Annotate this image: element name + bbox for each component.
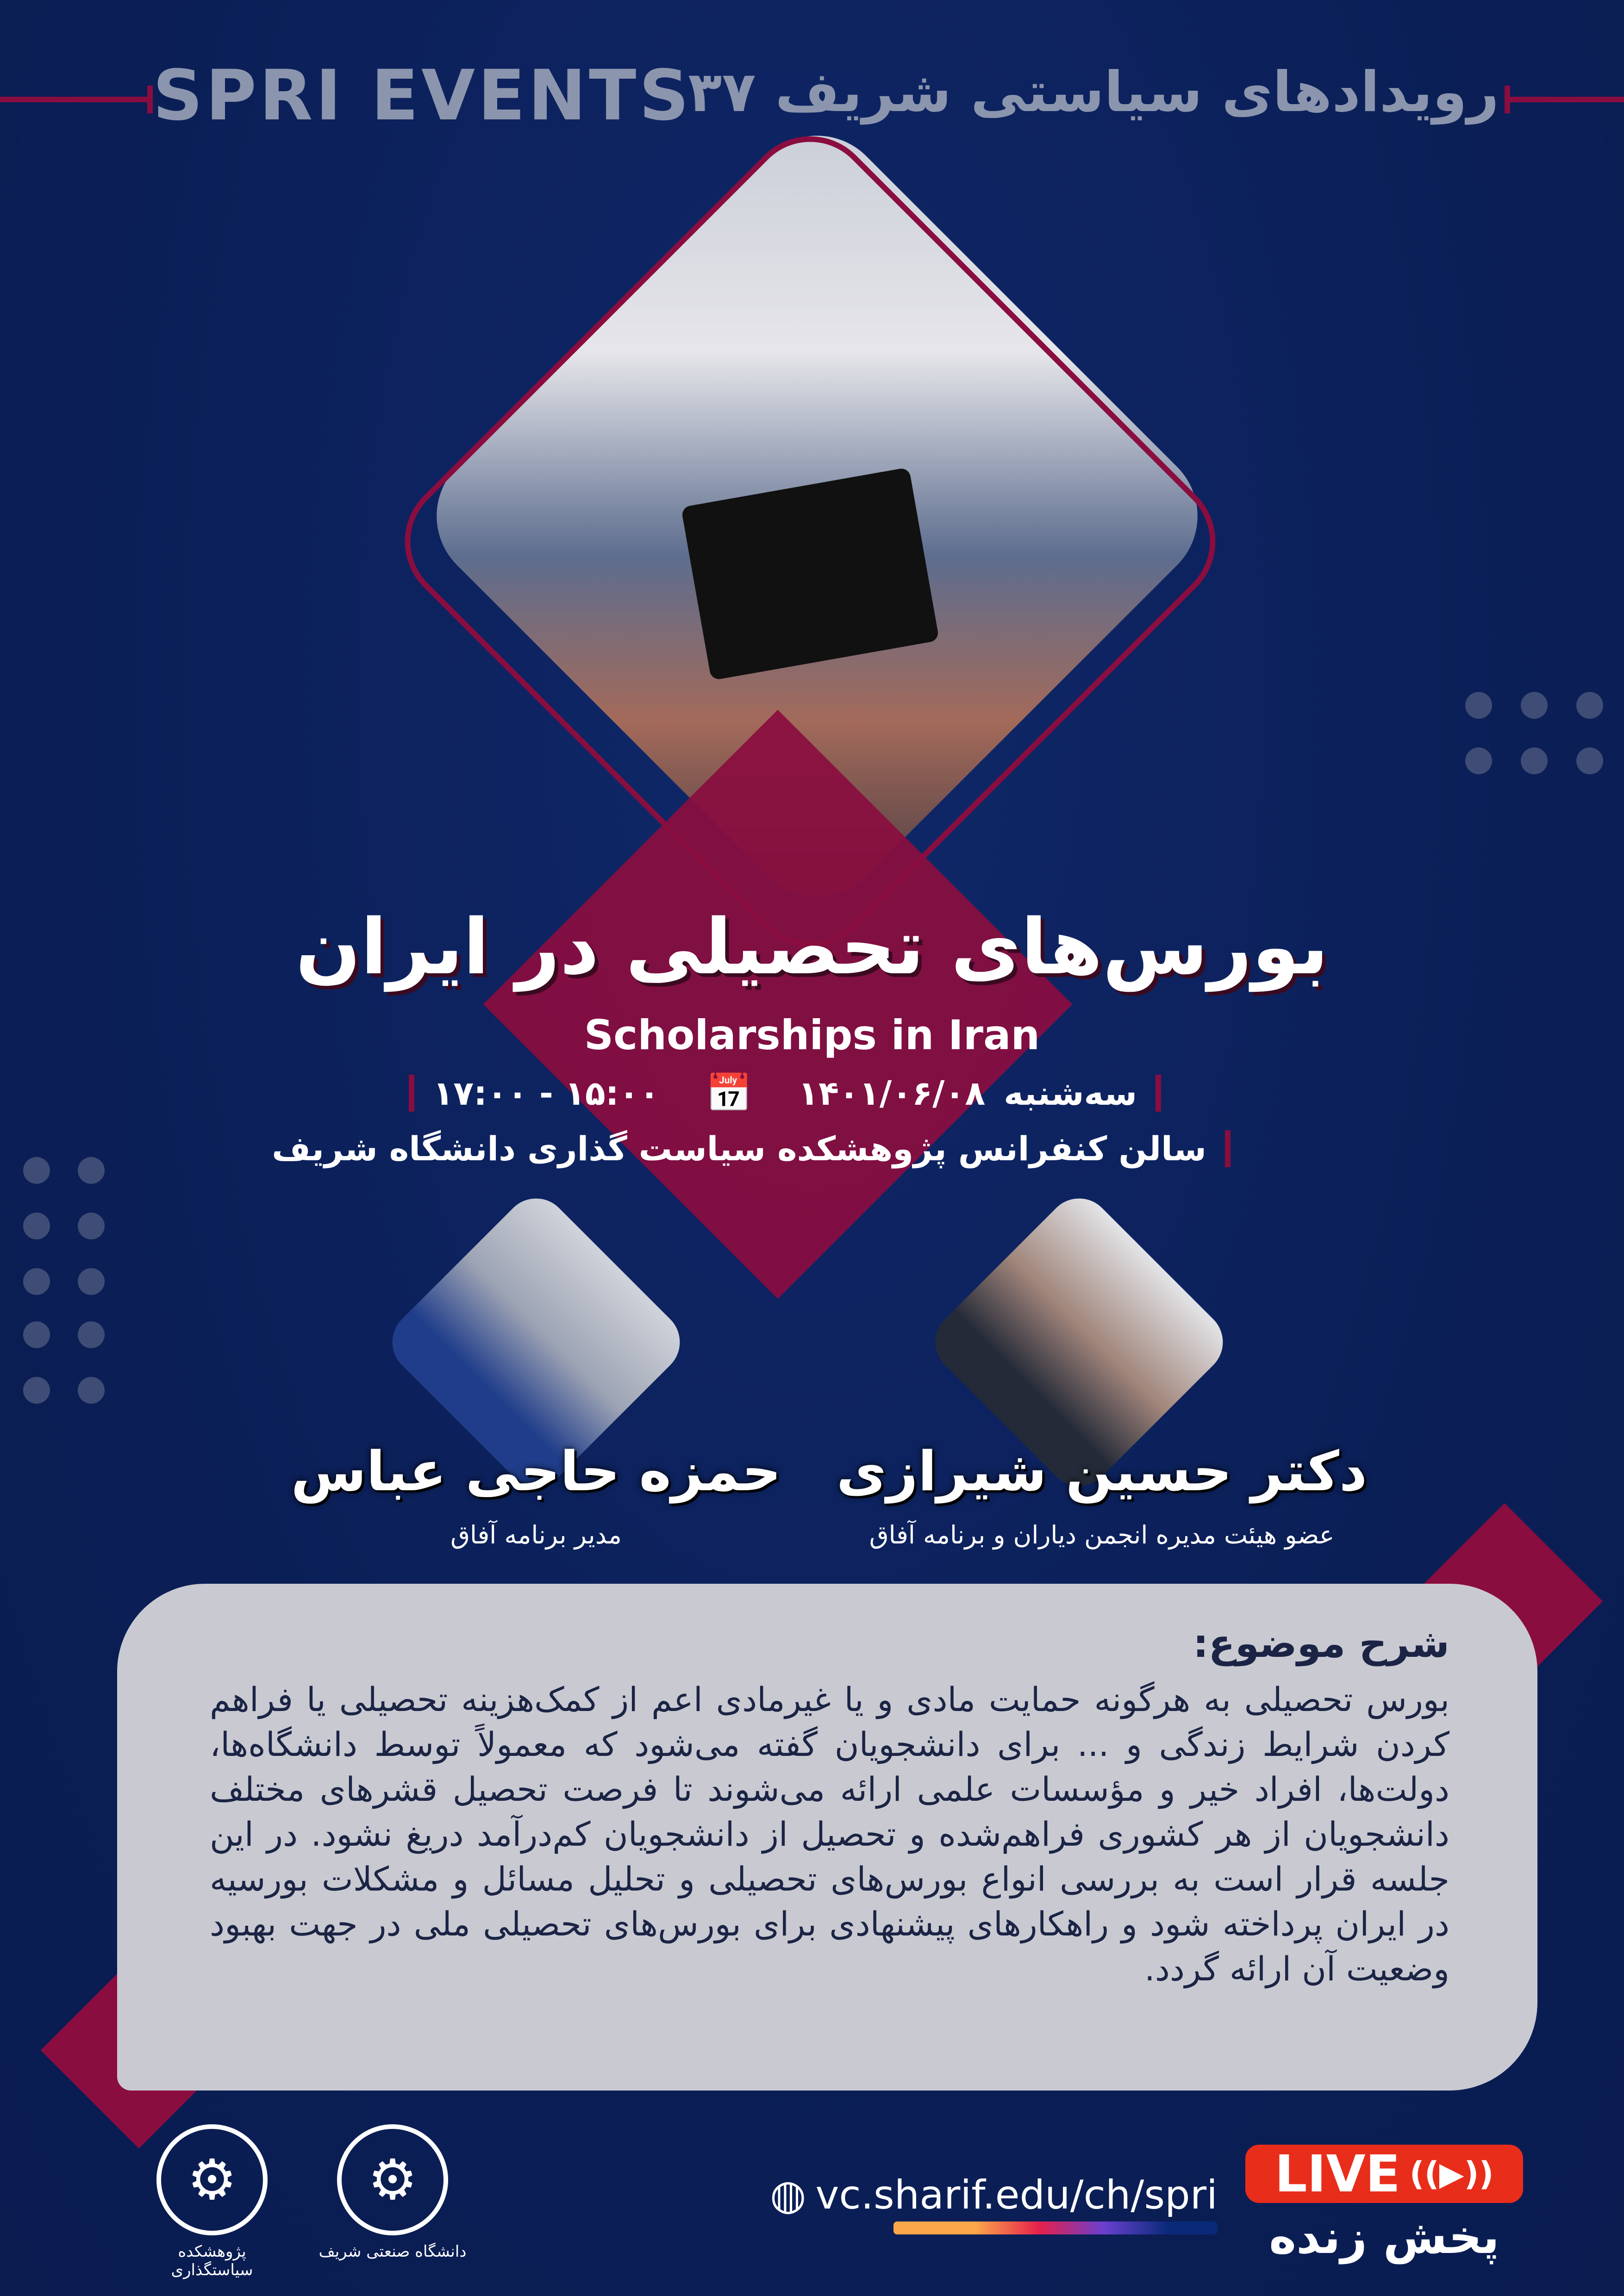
live-broadcast-label: پخش زنده <box>1269 2210 1499 2264</box>
calendar-clock-icon: 📅 <box>706 1071 752 1114</box>
sharif-logo-caption: دانشگاه صنعتی شریف <box>319 2242 467 2261</box>
header-line-left <box>0 97 148 102</box>
divider <box>409 1075 414 1112</box>
event-subtitle: Scholarships in Iran <box>584 1011 1040 1059</box>
event-day: سه‌شنبه <box>1004 1074 1137 1113</box>
gradient-underline <box>893 2221 1218 2234</box>
series-title: رویدادهای سیاستی شریف ۳۷ <box>688 60 1499 124</box>
live-label: LIVE <box>1274 2144 1400 2203</box>
description-body: بورس تحصیلی به هرگونه حمایت مادی و یا غیرمادی اعم از کمک‌هزینه تحصیلی یا فراهم کردن شرایط زندگی و ... برای دانشجویان گفته می‌شود که معمولاً توسط دانشگاه‌ها، دولت‌ها، افراد خیر و مؤسسات علمی ارائه می‌شوند تا فرصت تحصیل قشرهای مختلف دانشجویان از هر کشوری فراهم‌شده و تحصیل از دانشجویان کم‌درآمد دریغ نشود. در این جلسه قرار است به بررسی انواع بورس‌های تحصیلی و تحلیل مسائل و مشکلات بورسیه در ایران پرداخته شود و راهکارهای پیشنهادی برای بورس‌های تحصیلی ملی در جهت بهبود وضعیت آن ارائه گردد. <box>210 1680 1449 1988</box>
spri-logo-caption: پژوهشکده سیاستگذاری <box>171 2242 253 2279</box>
event-time: ۱۵:۰۰ - ۱۷:۰۰ <box>433 1074 660 1113</box>
divider <box>1225 1130 1230 1167</box>
speaker-name-1: حمزه حاجی عباس <box>291 1439 781 1503</box>
divider <box>1156 1075 1161 1112</box>
speaker-name-2: دکتر حسین شیرازی <box>836 1439 1368 1503</box>
date-time-row <box>409 1071 1161 1115</box>
venue-row <box>272 1129 1230 1168</box>
dribbble-globe-icon: ◍ <box>769 2171 806 2219</box>
event-date: ۱۴۰۱/۰۶/۰۸ <box>798 1074 986 1113</box>
sharif-university-logo: ⚙ <box>337 2124 448 2235</box>
header-line-right <box>1507 97 1624 102</box>
spri-logo: ⚙ <box>156 2124 268 2235</box>
event-title: بورس‌های تحصیلی در ایران <box>295 902 1329 991</box>
description-heading: شرح موضوع: <box>1193 1621 1449 1666</box>
speaker-role-2: عضو هیئت مدیره انجمن دیاران و برنامه آفاق <box>869 1520 1335 1549</box>
event-venue: سالن کنفرانس پژوهشکده سیاست گذاری دانشگاه شریف <box>272 1129 1206 1168</box>
broadcast-play-icon: ((▶)) <box>1409 2155 1494 2193</box>
speaker-role-1: مدیر برنامه آفاق <box>450 1520 622 1549</box>
header-bar-left <box>147 86 153 113</box>
brand-title: SPRI EVENTS <box>153 56 692 136</box>
stream-link[interactable] <box>770 2171 1218 2219</box>
live-badge <box>1245 2145 1523 2203</box>
description-panel <box>117 1584 1537 2091</box>
stream-url[interactable]: vc.sharif.edu/ch/spri <box>815 2172 1218 2218</box>
